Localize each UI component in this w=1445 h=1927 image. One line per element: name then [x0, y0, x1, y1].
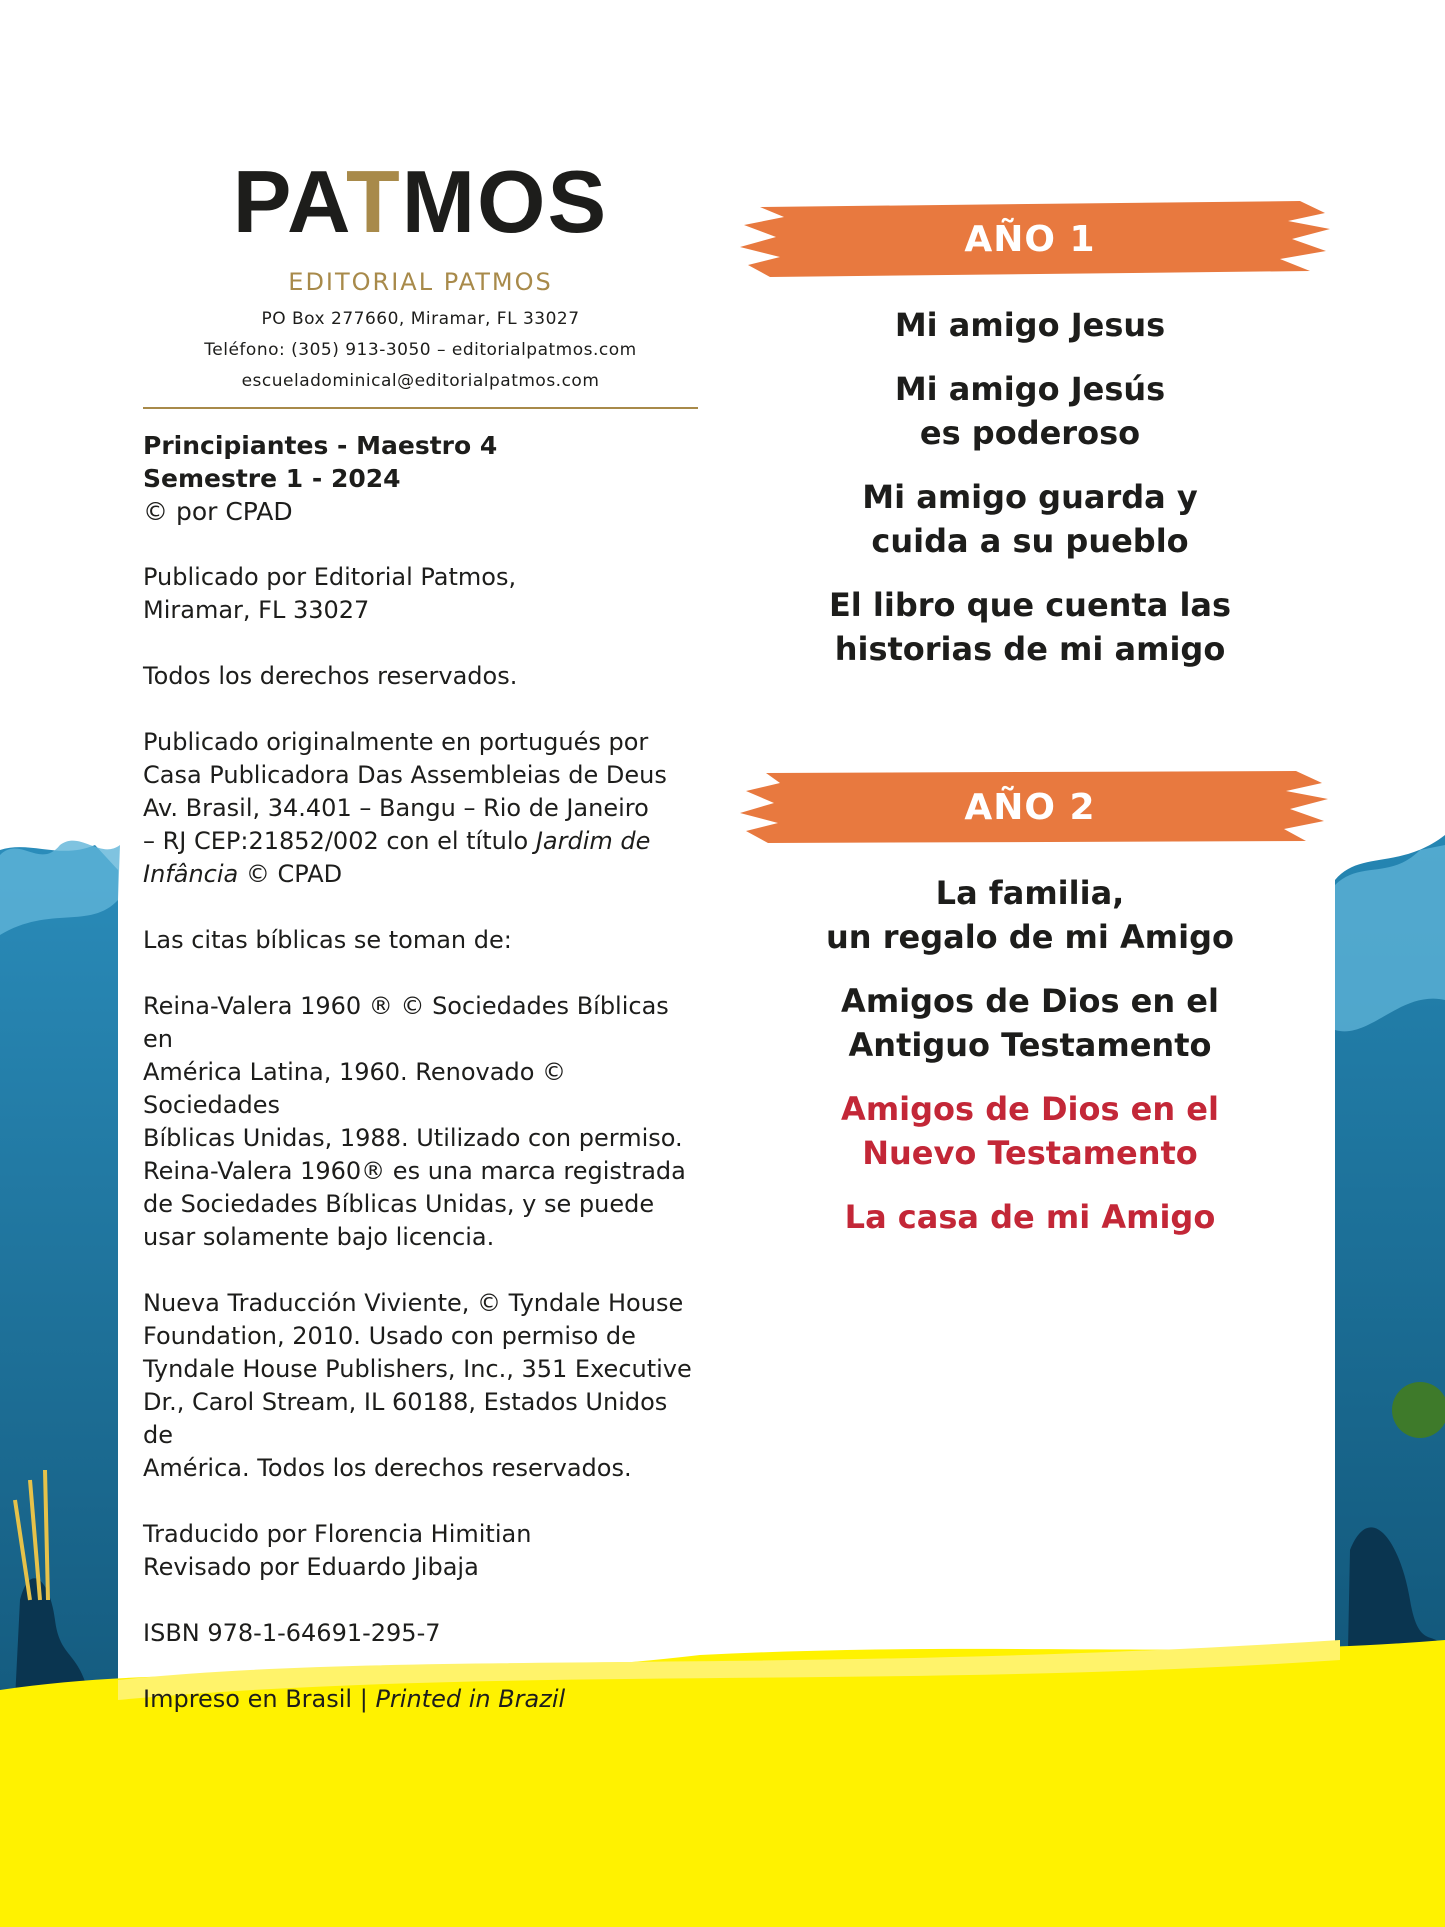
divider: [143, 407, 698, 409]
series-column: [740, 195, 1320, 1239]
title-item: La familia, un regalo de mi Amigo: [826, 874, 1234, 956]
credits-column: [143, 150, 698, 1716]
published-by: Publicado por Editorial Patmos, Miramar, FL 33027: [143, 563, 517, 624]
original-publication: Publicado originalmente en portugués por Casa Publicadora Das Assembleias de Deus Av. Brasil, 34.401 – Bangu – Rio de Janeiro – RJ CEP:21852/002 con el título Jardim de Infância © CPAD: [143, 728, 667, 888]
edition-copyright: © por CPAD: [143, 497, 293, 526]
publisher-contact: [143, 304, 698, 397]
isbn: ISBN 978-1-64691-295-7: [143, 1619, 441, 1647]
publisher-block: [143, 152, 698, 409]
title-item: Mi amigo Jesús es poderoso: [894, 370, 1166, 452]
year-2-label: AÑO 2: [964, 786, 1096, 828]
patmos-logo: PATMOS: [232, 152, 609, 251]
publisher-address: PO Box 277660, Miramar, FL 33027: [261, 309, 580, 329]
year-1-label: AÑO 1: [964, 218, 1096, 260]
year-1-titles: [740, 303, 1320, 671]
year-2-banner: [740, 763, 1320, 851]
title-item-current: La casa de mi Amigo: [844, 1198, 1216, 1236]
rights-reserved: Todos los derechos reservados.: [143, 662, 518, 690]
title-item: Amigos de Dios en el Antiguo Testamento: [841, 982, 1219, 1064]
bible-sources-intro: Las citas bíblicas se toman de:: [143, 926, 512, 954]
year-2-titles: [740, 871, 1320, 1239]
edition-info: [143, 429, 698, 528]
title-item: Mi amigo guarda y cuida a su pueblo: [862, 478, 1198, 560]
publisher-phone: Teléfono: (305) 913-3050 – editorialpatmos.com: [204, 340, 637, 360]
title-item: Mi amigo Jesus: [894, 306, 1166, 344]
title-item: El libro que cuenta las historias de mi amigo: [828, 586, 1232, 668]
edition-semester: Semestre 1 - 2024: [143, 464, 401, 493]
publisher-email: escueladominical@editorialpatmos.com: [241, 371, 600, 391]
publisher-name: EDITORIAL PATMOS: [288, 268, 553, 296]
edition-level: Principiantes - Maestro 4: [143, 431, 498, 460]
reina-valera-notice: Reina-Valera 1960 ® © Sociedades Bíblicas en América Latina, 1960. Renovado © Sociedades Bíblicas Unidas, 1988. Utilizado con permiso. Reina-Valera 1960® es una marca registrada de Sociedades Bíblicas Unidas, y se puede usar solamente bajo licencia.: [143, 992, 686, 1251]
title-item-current: Amigos de Dios en el Nuevo Testamento: [841, 1090, 1219, 1172]
translation-credits: Traducido por Florencia Himitian Revisado por Eduardo Jibaja: [143, 1520, 532, 1581]
ntv-notice: Nueva Traducción Viviente, © Tyndale House Foundation, 2010. Usado con permiso de Tyndale House Publishers, Inc., 351 Executive Dr., Carol Stream, IL 60188, Estados Unidos de América. Todos los derechos reservados.: [143, 1289, 692, 1482]
year-1-banner: [740, 195, 1320, 283]
printed-in: Impreso en Brasil | Printed in Brazil: [143, 1685, 566, 1713]
